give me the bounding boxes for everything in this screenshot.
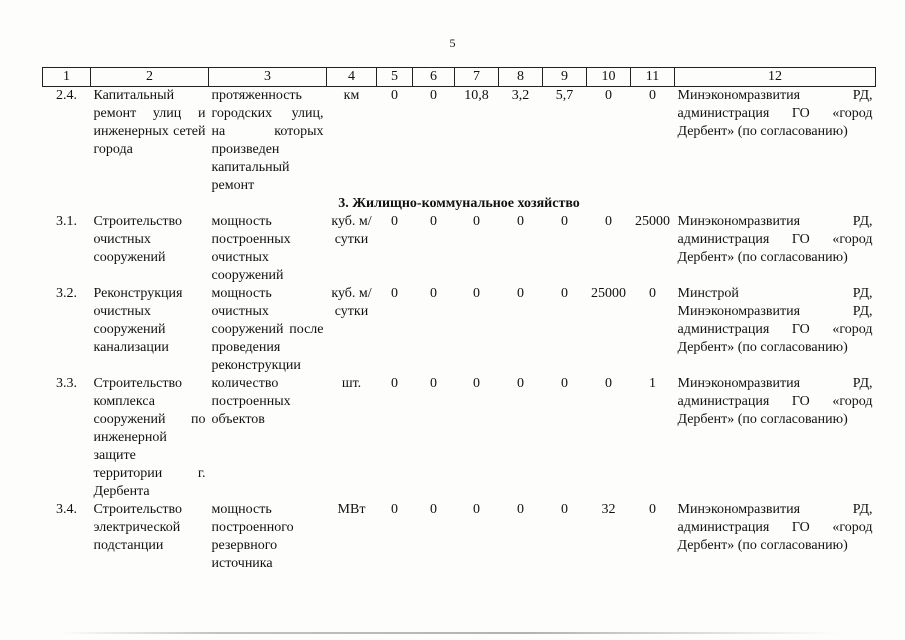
header-cell: 10: [587, 68, 631, 87]
unit: МВт: [337, 502, 366, 517]
indicator-name: мощность построенных очистных сооружений: [211, 214, 291, 283]
value-cell: 0: [430, 88, 437, 103]
unit: куб. м/сутки: [331, 214, 372, 247]
row-number: 3.3.: [56, 376, 77, 391]
value-cell: 0: [561, 214, 568, 229]
value-cell: 0: [561, 376, 568, 391]
header-cell: 9: [543, 68, 587, 87]
value-cell: 0: [473, 286, 480, 301]
header-cell: 1: [43, 68, 91, 87]
indicator-name: количество построенных объектов: [211, 376, 291, 427]
value-cell: 0: [430, 502, 437, 517]
value-cell: 0: [391, 502, 398, 517]
table-header: [43, 68, 876, 87]
header-cell: 6: [413, 68, 455, 87]
measure-name: Строительство электрической подстанции: [93, 502, 182, 553]
value-cell: 0: [605, 214, 612, 229]
value-cell: 0: [561, 502, 568, 517]
indicator-name: мощность очистных сооружений после проведения реконструкции: [211, 286, 324, 373]
row-number: 3.1.: [56, 214, 77, 229]
value-cell: 0: [649, 502, 656, 517]
value-cell: 0: [430, 214, 437, 229]
value-cell: 0: [649, 88, 656, 103]
indicator-name: мощность построенного резервного источника: [211, 502, 294, 571]
header-cell: 3: [209, 68, 327, 87]
table-row: [43, 213, 876, 285]
responsible: Минэкономразвития РД, администрация ГО «город Дербент» (по согласованию): [677, 376, 873, 427]
value-cell: 0: [473, 376, 480, 391]
value-cell: 0: [430, 286, 437, 301]
unit: км: [343, 88, 360, 103]
value-cell: 0: [517, 286, 524, 301]
value-cell: 3,2: [511, 88, 530, 103]
responsible: Минстрой РД, Минэкономразвития РД, администрация ГО «город Дербент» (по согласованию): [677, 286, 873, 355]
section-row: [43, 195, 876, 213]
value-cell: 25000: [635, 214, 670, 229]
header-cell: 11: [631, 68, 675, 87]
value-cell: 0: [517, 502, 524, 517]
responsible: Минэкономразвития РД, администрация ГО «город Дербент» (по согласованию): [677, 502, 873, 553]
value-cell: 0: [649, 286, 656, 301]
unit: куб. м/сутки: [331, 286, 372, 319]
measure-name: Строительство очистных сооружений: [93, 214, 182, 265]
value-cell: 10,8: [464, 88, 489, 103]
unit: шт.: [341, 376, 362, 391]
value-cell: 25000: [591, 286, 626, 301]
value-cell: 5,7: [555, 88, 574, 103]
value-cell: 0: [473, 214, 480, 229]
value-cell: 0: [391, 286, 398, 301]
table-row: [43, 501, 876, 573]
value-cell: 0: [517, 376, 524, 391]
value-cell: 0: [561, 286, 568, 301]
header-cell: 8: [499, 68, 543, 87]
program-indicators-table: [42, 67, 876, 573]
value-cell: 0: [605, 88, 612, 103]
header-cell: 5: [377, 68, 413, 87]
responsible: Минэкономразвития РД, администрация ГО «город Дербент» (по согласованию): [677, 88, 873, 139]
page-number: 5: [449, 36, 456, 50]
table-row: [43, 87, 876, 196]
value-cell: 0: [391, 376, 398, 391]
value-cell: 0: [517, 214, 524, 229]
table-row: [43, 285, 876, 375]
indicator-name: протяженность городских улиц, на которых произведен капитальный ремонт: [211, 88, 324, 193]
header-cell: 2: [91, 68, 209, 87]
row-number: 3.4.: [56, 502, 77, 517]
scan-edge-shadow: [60, 632, 840, 634]
value-cell: 0: [605, 376, 612, 391]
header-cell: 4: [327, 68, 377, 87]
row-number: 2.4.: [56, 88, 77, 103]
table-row: [43, 375, 876, 501]
measure-name: Реконструкция очистных сооружений канализации: [93, 286, 183, 355]
value-cell: 0: [391, 88, 398, 103]
header-cell: 7: [455, 68, 499, 87]
section-title: 3. Жилищно-коммунальное хозяйство: [338, 196, 580, 211]
value-cell: 0: [473, 502, 480, 517]
header-cell: 12: [675, 68, 876, 87]
row-number: 3.2.: [56, 286, 77, 301]
measure-name: Строительство комплекса сооружений по инженерной защите территории г. Дербента: [93, 376, 206, 499]
responsible: Минэкономразвития РД, администрация ГО «город Дербент» (по согласованию): [677, 214, 873, 265]
value-cell: 1: [649, 376, 656, 391]
value-cell: 32: [601, 502, 616, 517]
value-cell: 0: [430, 376, 437, 391]
value-cell: 0: [391, 214, 398, 229]
measure-name: Капитальный ремонт улиц и инженерных сетей города: [93, 88, 206, 157]
